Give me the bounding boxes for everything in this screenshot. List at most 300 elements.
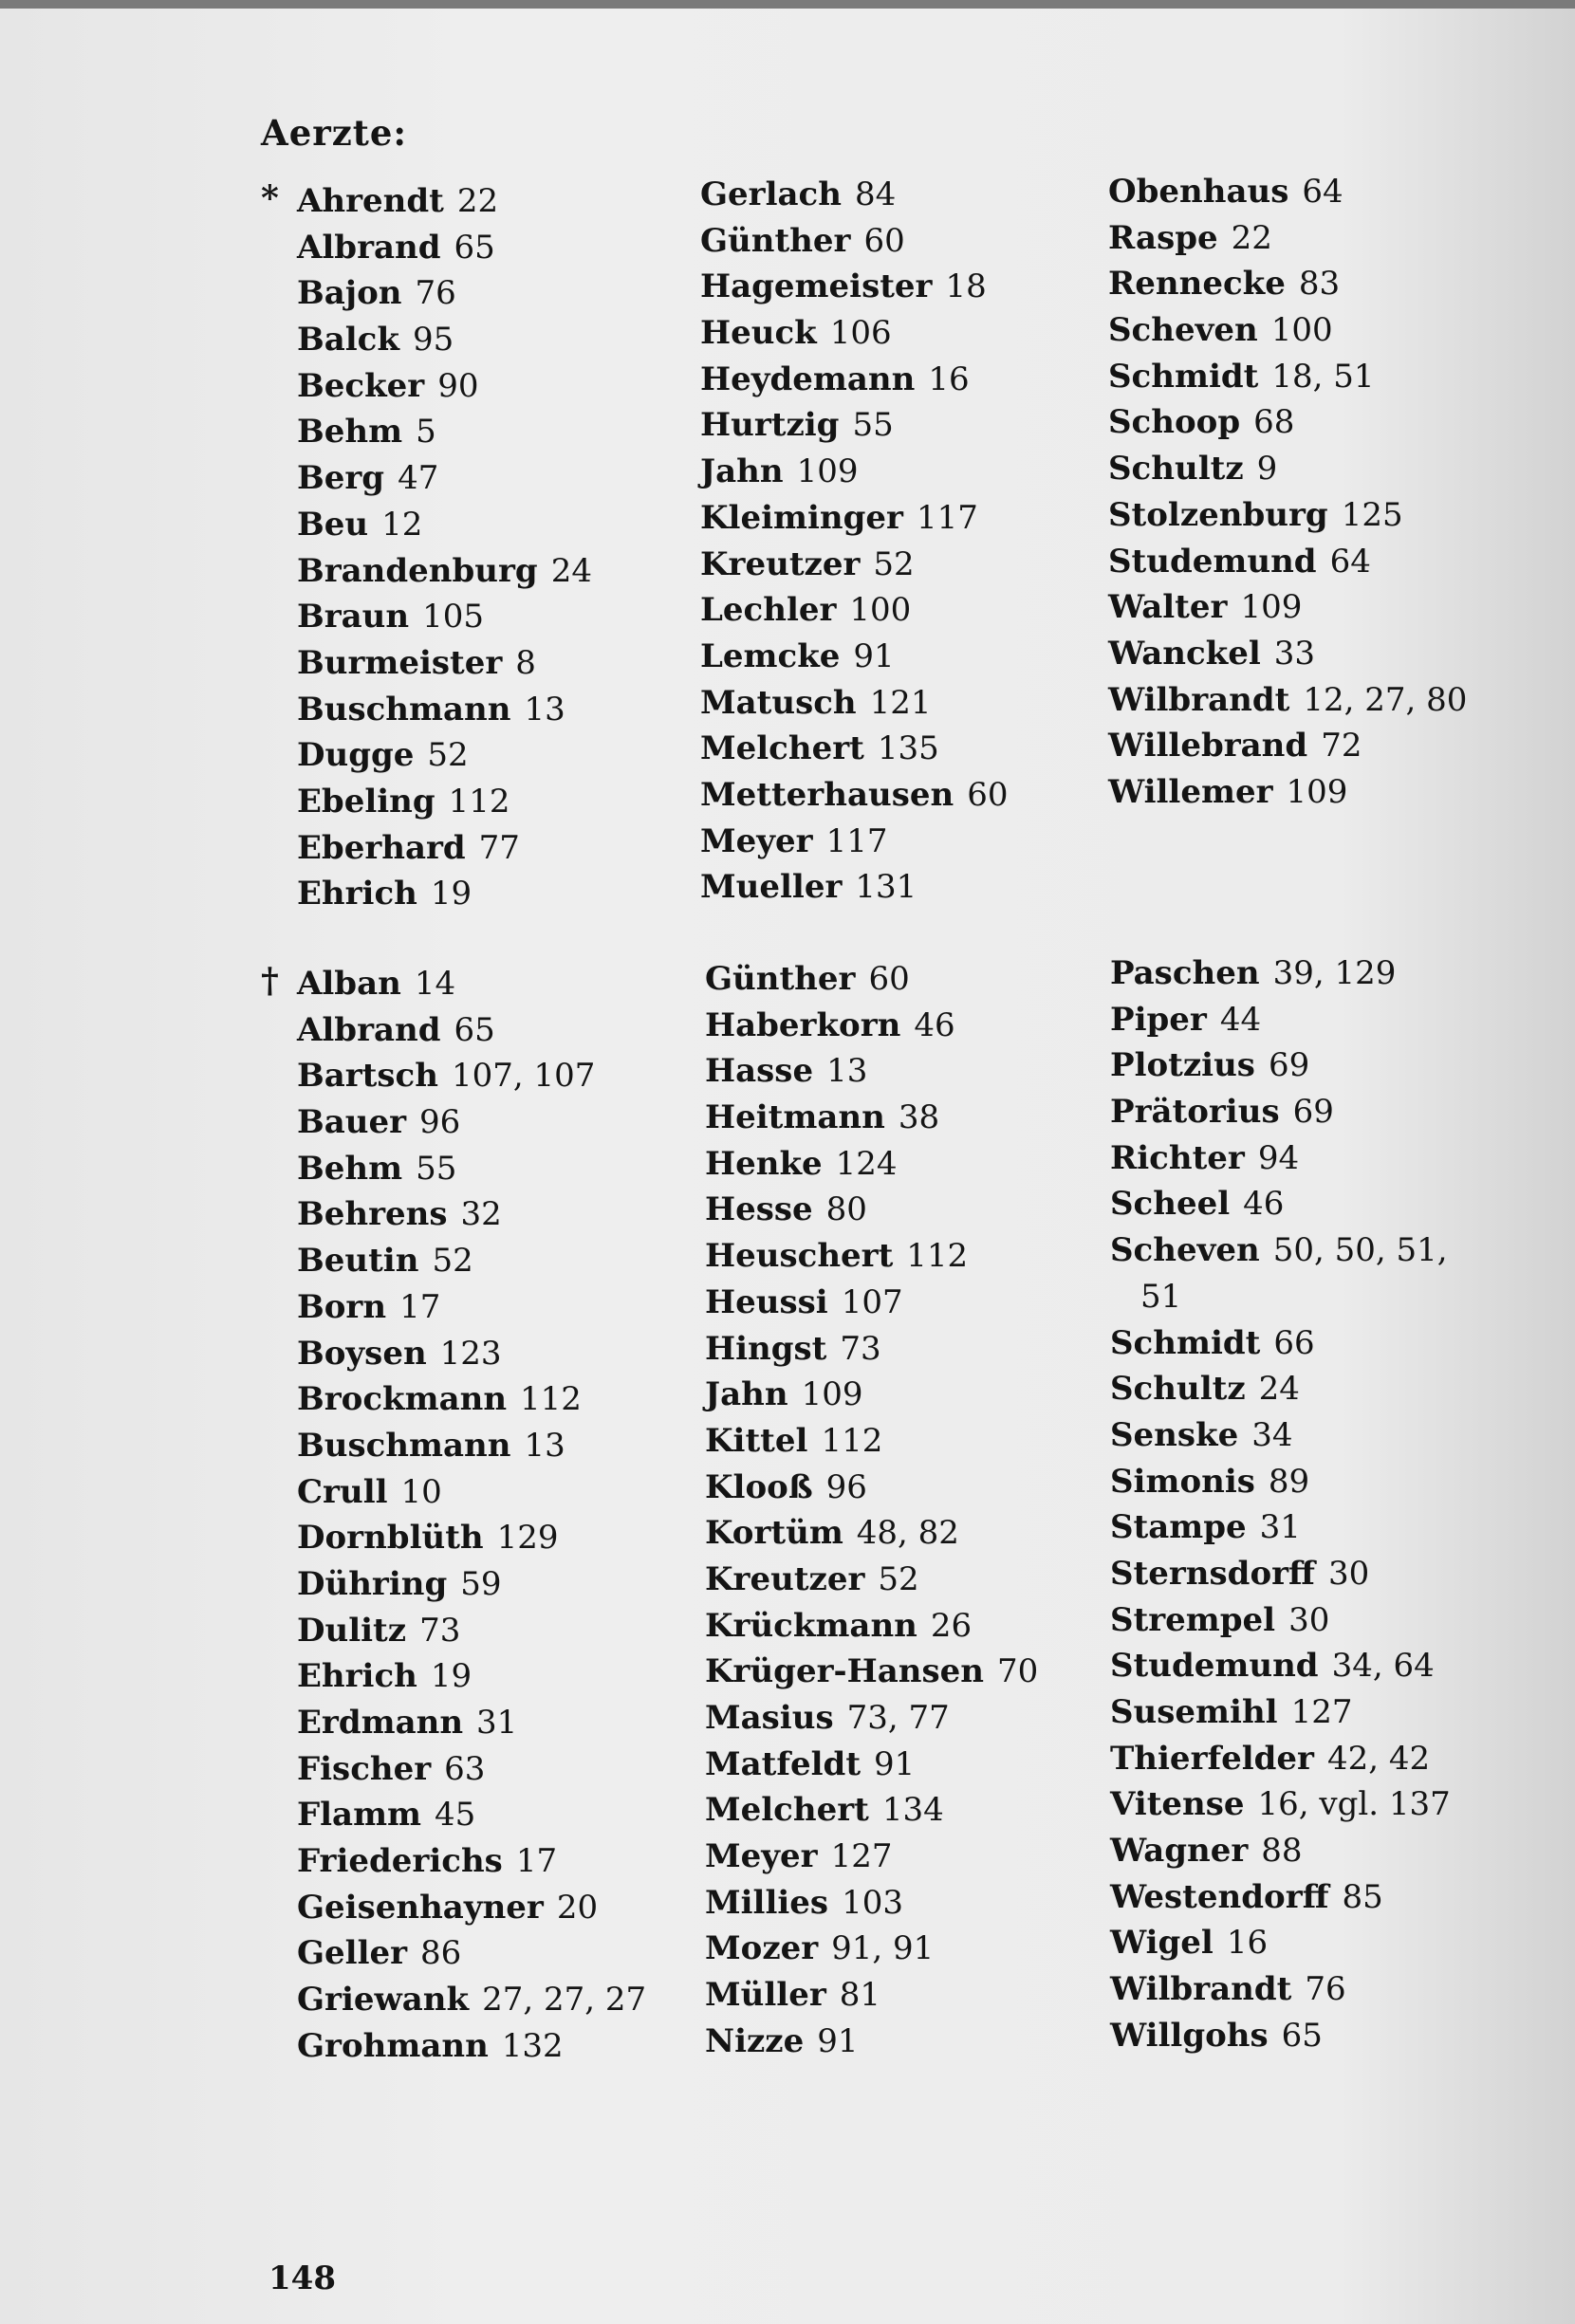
- index-entry: [297, 409, 592, 455]
- entry-name: Matusch: [700, 683, 857, 722]
- index-entry: [297, 1608, 646, 1654]
- entry-page-refs: 19: [430, 1657, 472, 1696]
- entry-name: Meyer: [700, 821, 813, 860]
- entry-name: Heuschert: [705, 1237, 894, 1276]
- entry-name: Behm: [297, 413, 403, 452]
- entry-page-refs: 94: [1257, 1138, 1300, 1177]
- deceased-marker: †: [261, 961, 279, 1001]
- entry-name: Jahn: [705, 1375, 788, 1414]
- entry-page-refs: 46: [914, 1005, 955, 1044]
- entry-page-refs: 30: [1327, 1554, 1370, 1593]
- entry-name: Stolzenburg: [1108, 495, 1328, 534]
- entry-name: Scheel: [1110, 1185, 1231, 1224]
- index-entry: [1108, 631, 1467, 677]
- entry-page-refs: 77: [478, 828, 520, 867]
- index-entry: [297, 455, 592, 502]
- entry-name: Wagner: [1110, 1832, 1249, 1871]
- index-entry: [1108, 399, 1467, 446]
- entry-name: Crull: [297, 1472, 388, 1511]
- index-entry: [297, 1653, 646, 1700]
- entry-name: Dugge: [297, 736, 415, 775]
- entry-page-refs: 76: [1305, 1970, 1346, 2009]
- entry-name: Erdmann: [297, 1704, 464, 1742]
- entry-page-refs: 24: [1258, 1370, 1300, 1409]
- entry-name: Günther: [700, 221, 851, 260]
- entry-page-refs: 19: [430, 875, 472, 913]
- page-top-edge: [0, 0, 1575, 9]
- entry-page-refs: 76: [415, 274, 456, 313]
- index-entry: [297, 270, 592, 317]
- index-entry: [297, 1561, 646, 1608]
- index-entry: [700, 587, 1008, 634]
- index-entry: [297, 1700, 646, 1746]
- index-entry: [700, 772, 1008, 819]
- entry-name: Beu: [297, 505, 369, 544]
- entry-page-refs: 107, 107: [451, 1057, 596, 1096]
- index-entry: [297, 1053, 646, 1099]
- entry-page-refs: 95: [412, 321, 454, 360]
- entry-name: Senske: [1110, 1415, 1239, 1454]
- entry-name: Scheven: [1110, 1231, 1260, 1270]
- index-entry: [297, 1146, 646, 1192]
- entry-name: Scheven: [1108, 311, 1258, 350]
- index-entry: [1110, 1643, 1451, 1689]
- index-entry: [297, 825, 592, 872]
- entry-name: Hingst: [705, 1329, 827, 1368]
- index-entry: [1110, 1781, 1451, 1828]
- index-heading: Aerzte:: [261, 112, 408, 154]
- index-entry: [1110, 1920, 1451, 1966]
- entry-name: Schoop: [1108, 403, 1241, 442]
- index-entry: [705, 1649, 1038, 1695]
- entry-name: Hurtzig: [700, 406, 840, 445]
- entry-page-refs: 109: [796, 452, 859, 491]
- index-entry: [1110, 1736, 1451, 1782]
- index-entry: [297, 1423, 646, 1469]
- index-entry: [705, 1048, 1038, 1095]
- index-entry: [1110, 1459, 1451, 1505]
- entry-page-refs: 109: [801, 1375, 863, 1414]
- index-entry: [297, 1099, 646, 1146]
- entry-page-refs: 112: [906, 1237, 969, 1276]
- index-entry: [705, 1141, 1038, 1188]
- index-entry: [700, 357, 1008, 403]
- index-entry: [705, 1510, 1038, 1557]
- entry-page-refs: 68: [1253, 403, 1295, 442]
- entry-name: Raspe: [1108, 218, 1218, 257]
- entry-name: Willgohs: [1110, 2016, 1269, 2055]
- index-entry: [297, 1238, 646, 1284]
- entry-page-refs: 22: [456, 182, 499, 220]
- entry-page-refs: 103: [842, 1883, 903, 1922]
- index-entry: [297, 1838, 646, 1885]
- index-entry: [297, 1284, 646, 1331]
- entry-page-refs: 73: [419, 1611, 461, 1650]
- entry-page-refs: 70: [996, 1652, 1039, 1691]
- index-entry: [1110, 1828, 1451, 1874]
- entry-name: Eberhard: [297, 828, 466, 867]
- living-marker: *: [261, 178, 279, 218]
- entry-page-refs: 52: [432, 1242, 473, 1281]
- entry-page-refs: 91: [817, 2021, 859, 2060]
- entry-page-refs: 13: [524, 690, 565, 729]
- entry-name: Heussi: [705, 1282, 828, 1321]
- entry-name: Balck: [297, 321, 399, 360]
- entry-name: Walter: [1108, 588, 1228, 627]
- entry-name: Alban: [297, 965, 401, 1003]
- entry-page-refs: 8: [515, 643, 536, 682]
- entry-name: Hesse: [705, 1190, 813, 1229]
- index-entry: [1110, 1227, 1451, 1274]
- index-entry: [297, 1191, 646, 1238]
- index-entry: [297, 178, 592, 225]
- index-entry: [1108, 169, 1467, 215]
- entry-name: Born: [297, 1287, 387, 1326]
- section2-column2: [705, 956, 1038, 2065]
- index-entry: [1110, 1366, 1451, 1412]
- index-entry: [1108, 446, 1467, 492]
- entry-page-refs: 52: [873, 544, 915, 583]
- entry-name: Hagemeister: [700, 267, 933, 306]
- entry-page-refs: 112: [821, 1421, 883, 1460]
- entry-page-refs: 91: [874, 1744, 916, 1783]
- index-entry: [705, 1695, 1038, 1742]
- entry-name: Kreutzer: [705, 1559, 865, 1598]
- index-entry: [700, 726, 1008, 772]
- index-entry: [1110, 1597, 1451, 1644]
- index-entry: [297, 1331, 646, 1377]
- index-entry: [297, 502, 592, 548]
- entry-name: Dulitz: [297, 1611, 407, 1650]
- index-entry: [1110, 1412, 1451, 1459]
- entry-name: Henke: [705, 1144, 823, 1183]
- entry-page-refs: 65: [1281, 2016, 1323, 2055]
- entry-name: Matfeldt: [705, 1744, 862, 1783]
- entry-page-refs: 109: [1240, 588, 1303, 627]
- index-entry: [700, 864, 1008, 911]
- entry-page-refs: 81: [839, 1976, 880, 2015]
- entry-page-refs: 48, 82: [856, 1514, 959, 1553]
- index-entry: [705, 1465, 1038, 1511]
- entry-page-refs: 16, vgl. 137: [1257, 1785, 1451, 1824]
- entry-page-refs: 123: [439, 1334, 502, 1373]
- index-entry: [297, 1977, 646, 2023]
- index-entry: [700, 495, 1008, 542]
- entry-name: Dühring: [297, 1564, 448, 1603]
- entry-page-refs: 31: [1259, 1508, 1301, 1547]
- index-entry: [1110, 1504, 1451, 1551]
- index-entry: [705, 1926, 1038, 1972]
- entry-name: Burmeister: [297, 643, 503, 682]
- entry-page-refs: 91, 91: [831, 1929, 935, 1968]
- entry-name: Müller: [705, 1976, 826, 2015]
- entry-page-refs: 42, 42: [1326, 1739, 1431, 1778]
- index-entry: [1110, 1089, 1451, 1135]
- entry-name: Metterhausen: [700, 775, 954, 814]
- index-entry: [705, 1557, 1038, 1603]
- index-entry: [1110, 1689, 1451, 1736]
- entry-name: Beutin: [297, 1242, 419, 1281]
- index-entry: [700, 680, 1008, 727]
- section2-column1: [297, 961, 646, 2070]
- entry-page-refs: 117: [916, 498, 978, 537]
- entry-page-refs: 34: [1251, 1415, 1293, 1454]
- index-entry: [700, 449, 1008, 495]
- index-entry: [1110, 997, 1451, 1043]
- entry-name: Kortüm: [705, 1514, 843, 1553]
- entry-name: Heuck: [700, 314, 817, 353]
- entry-name: Kittel: [705, 1421, 808, 1460]
- entry-page-refs: 60: [967, 775, 1009, 814]
- entry-page-refs: 39, 129: [1272, 954, 1397, 992]
- entry-name: Günther: [705, 960, 856, 998]
- entry-page-refs: 64: [1302, 173, 1343, 211]
- entry-name: Mozer: [705, 1929, 819, 1968]
- index-entry: [705, 1003, 1038, 1049]
- entry-name: Mueller: [700, 868, 843, 907]
- index-entry: [297, 779, 592, 825]
- entry-name: Ehrich: [297, 1657, 417, 1696]
- entry-page-refs: 26: [930, 1606, 973, 1645]
- entry-name: Obenhaus: [1108, 173, 1289, 211]
- index-entry: [297, 732, 592, 779]
- entry-name: Lemcke: [700, 636, 841, 675]
- entry-name: Millies: [705, 1883, 829, 1922]
- entry-page-refs: 14: [414, 965, 456, 1003]
- index-entry: [297, 594, 592, 640]
- entry-page-refs: 72: [1321, 727, 1362, 765]
- entry-name: Bartsch: [297, 1057, 438, 1096]
- entry-name: Nizze: [705, 2021, 805, 2060]
- entry-page-refs: 65: [454, 228, 495, 267]
- entry-page-refs: 13: [524, 1426, 565, 1465]
- index-entry: [1110, 1320, 1451, 1367]
- entry-name: Buschmann: [297, 690, 511, 729]
- entry-name: Rennecke: [1108, 265, 1286, 304]
- index-entry: [700, 264, 1008, 310]
- index-entry: [297, 871, 592, 917]
- entry-page-refs: 47: [398, 459, 439, 498]
- entry-name: Krückmann: [705, 1606, 917, 1645]
- entry-page-refs: 32: [460, 1195, 502, 1234]
- entry-name: Richter: [1110, 1138, 1245, 1177]
- entry-page-refs: 60: [868, 960, 910, 998]
- entry-name: Sternsdorff: [1110, 1554, 1315, 1593]
- entry-page-refs: 121: [869, 683, 932, 722]
- entry-page-refs: 65: [454, 1010, 495, 1049]
- entry-page-refs: 84: [854, 175, 897, 213]
- entry-name: Braun: [297, 598, 410, 636]
- entry-page-refs: 46: [1243, 1185, 1285, 1224]
- index-entry: [1108, 354, 1467, 400]
- entry-name: Fischer: [297, 1749, 432, 1788]
- entry-name: Behrens: [297, 1195, 448, 1234]
- entry-page-refs: 124: [835, 1144, 898, 1183]
- index-entry: [297, 961, 646, 1007]
- entry-page-refs: 132: [501, 2026, 564, 2065]
- entry-name: Wilbrandt: [1108, 680, 1290, 719]
- entry-page-refs: 10: [400, 1472, 442, 1511]
- entry-page-refs: 60: [863, 221, 905, 260]
- entry-name: Studemund: [1110, 1647, 1319, 1686]
- entry-name: Hasse: [705, 1052, 814, 1091]
- index-entry: [705, 2019, 1038, 2065]
- entry-page-refs: 5: [416, 413, 436, 452]
- entry-name: Gerlach: [700, 175, 842, 213]
- entry-name: Masius: [705, 1699, 834, 1737]
- entry-name: Wigel: [1110, 1924, 1214, 1963]
- entry-page-refs: 64: [1329, 542, 1371, 581]
- entry-name: Brockmann: [297, 1380, 508, 1419]
- index-entry: [297, 640, 592, 687]
- entry-page-refs: 73, 77: [846, 1699, 950, 1737]
- index-entry: [1108, 769, 1467, 816]
- entry-name: Albrand: [297, 1010, 441, 1049]
- entry-page-refs: 100: [1270, 311, 1333, 350]
- index-entry: [705, 1603, 1038, 1650]
- index-entry: [705, 1742, 1038, 1788]
- index-entry: [297, 1792, 646, 1838]
- entry-name: Melchert: [700, 729, 864, 768]
- index-entry: [1108, 677, 1467, 724]
- entry-page-refs: 105: [422, 598, 485, 636]
- index-entry: [297, 1469, 646, 1516]
- entry-name: Willebrand: [1108, 727, 1308, 765]
- index-entry: [1110, 950, 1451, 997]
- index-entry: [1108, 261, 1467, 307]
- index-entry: [705, 1095, 1038, 1141]
- entry-page-refs: 117: [825, 821, 888, 860]
- entry-name: Berg: [297, 459, 385, 498]
- entry-page-refs: 63: [444, 1749, 486, 1788]
- index-entry: [1110, 1274, 1451, 1320]
- entry-page-refs: 80: [825, 1190, 867, 1229]
- entry-name: Stampe: [1110, 1508, 1247, 1547]
- entry-name: Ehrich: [297, 875, 417, 913]
- index-entry: [297, 548, 592, 595]
- index-entry: [297, 1007, 646, 1054]
- index-entry: [297, 363, 592, 410]
- entry-page-refs: 131: [855, 868, 917, 907]
- entry-page-refs: 9: [1256, 450, 1278, 489]
- entry-name: Wilbrandt: [1110, 1970, 1292, 2009]
- index-entry: [1108, 492, 1467, 539]
- section1-column1: [297, 178, 592, 917]
- entry-name: Vitense: [1110, 1785, 1245, 1824]
- entry-page-refs: 59: [460, 1564, 502, 1603]
- entry-page-refs: 22: [1231, 218, 1272, 257]
- entry-name: Behm: [297, 1149, 403, 1188]
- page-number: 148: [269, 2259, 336, 2297]
- index-entry: [705, 1787, 1038, 1834]
- index-entry: [700, 819, 1008, 865]
- entry-name: Melchert: [705, 1791, 869, 1830]
- entry-page-refs: 127: [1290, 1693, 1353, 1731]
- entry-name: Prätorius: [1110, 1093, 1280, 1132]
- entry-name: Studemund: [1108, 542, 1317, 581]
- index-entry: [700, 402, 1008, 449]
- entry-name: Geller: [297, 1934, 408, 1973]
- index-entry: [705, 1834, 1038, 1880]
- index-entry: [705, 1418, 1038, 1465]
- entry-name: Strempel: [1110, 1600, 1276, 1639]
- entry-page-refs: 85: [1342, 1877, 1383, 1916]
- entry-page-refs: 52: [878, 1559, 919, 1598]
- entry-name: Schultz: [1108, 450, 1244, 489]
- entry-page-refs: 24: [550, 551, 592, 590]
- index-entry: [1108, 539, 1467, 585]
- entry-name: Plotzius: [1110, 1046, 1255, 1085]
- entry-page-refs: 45: [435, 1796, 476, 1835]
- entry-name: Boysen: [297, 1334, 427, 1373]
- index-entry: [297, 1376, 646, 1423]
- entry-page-refs: 107: [841, 1282, 903, 1321]
- index-entry: [705, 1972, 1038, 2019]
- entry-name: Brandenburg: [297, 551, 538, 590]
- index-entry: [297, 1746, 646, 1793]
- entry-name: Paschen: [1110, 954, 1260, 992]
- entry-page-refs: 106: [829, 314, 892, 353]
- entry-name: Piper: [1110, 1000, 1207, 1039]
- index-entry: [705, 1187, 1038, 1233]
- entry-page-refs: 88: [1261, 1832, 1303, 1871]
- entry-name: Flamm: [297, 1796, 422, 1835]
- entry-name: Meyer: [705, 1837, 818, 1876]
- index-entry: [705, 1326, 1038, 1373]
- entry-page-refs: 27, 27, 27: [482, 1981, 647, 2020]
- index-entry: [700, 542, 1008, 588]
- entry-page-refs: 52: [427, 736, 469, 775]
- entry-page-refs: 55: [416, 1149, 457, 1188]
- entry-name: Willemer: [1108, 772, 1273, 811]
- entry-page-refs: 125: [1341, 495, 1403, 534]
- entry-page-refs: 127: [830, 1837, 893, 1876]
- entry-name: Schultz: [1110, 1370, 1246, 1409]
- entry-name: Wanckel: [1108, 634, 1261, 673]
- entry-name: Griewank: [297, 1981, 470, 2020]
- entry-name: Schmidt: [1110, 1323, 1261, 1362]
- entry-page-refs: 69: [1268, 1046, 1310, 1085]
- entry-name: Bajon: [297, 274, 402, 313]
- entry-page-refs: 90: [437, 366, 479, 405]
- entry-name: Grohmann: [297, 2026, 489, 2065]
- entry-name: Simonis: [1110, 1462, 1255, 1501]
- entry-name: Heydemann: [700, 360, 916, 398]
- section1-column3: [1108, 169, 1467, 816]
- entry-name: Becker: [297, 366, 425, 405]
- entry-page-refs: 16: [1226, 1924, 1269, 1963]
- index-entry: [705, 1280, 1038, 1326]
- entry-page-refs: 91: [853, 636, 895, 675]
- entry-name: Klooß: [705, 1467, 813, 1506]
- index-entry: [705, 1880, 1038, 1927]
- index-entry: [297, 225, 592, 271]
- index-entry: [1110, 1966, 1451, 2013]
- entry-page-refs: 73: [840, 1329, 881, 1368]
- entry-page-refs: 86: [420, 1934, 462, 1973]
- entry-name: Susemihl: [1110, 1693, 1278, 1731]
- entry-name: Lechler: [700, 591, 837, 630]
- index-entry: [1108, 215, 1467, 262]
- entry-page-refs: 20: [556, 1888, 599, 1927]
- entry-page-refs: 100: [849, 591, 912, 630]
- entry-name: Thierfelder: [1110, 1739, 1314, 1778]
- index-entry: [1110, 1135, 1451, 1182]
- entry-page-refs: 13: [826, 1052, 868, 1091]
- entry-page-refs: 12, 27, 80: [1303, 680, 1468, 719]
- entry-name: Buschmann: [297, 1426, 511, 1465]
- entry-page-refs: 69: [1292, 1093, 1334, 1132]
